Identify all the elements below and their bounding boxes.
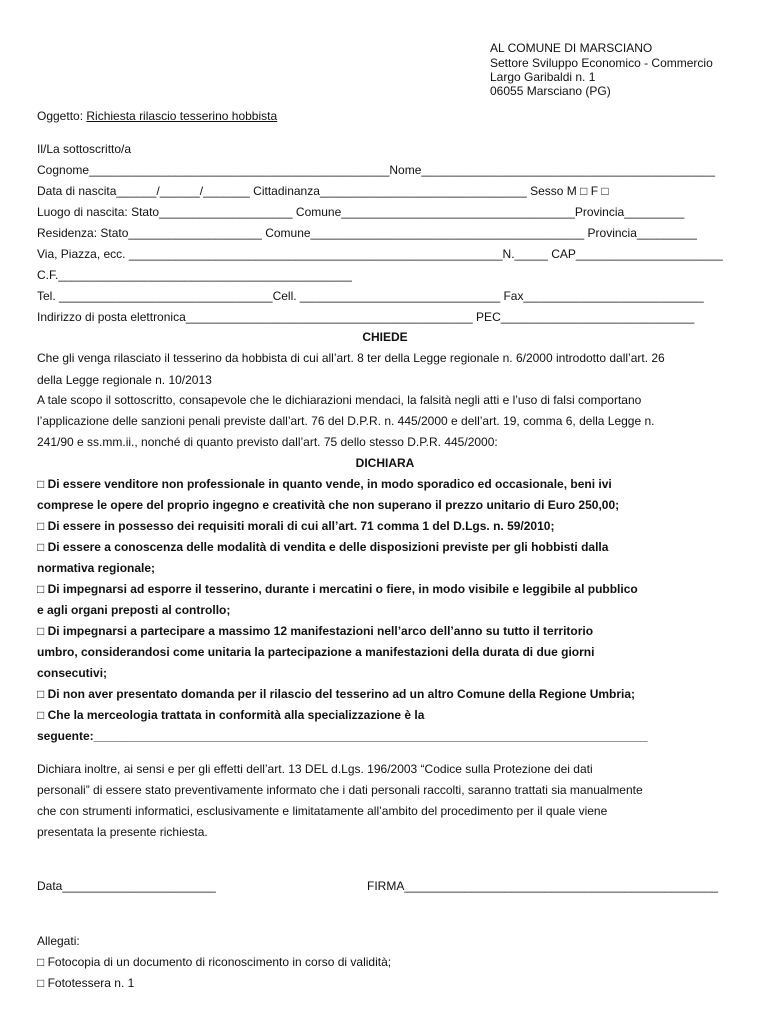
dichiara-checkbox-6[interactable]: □ Di non aver presentato domanda per il rilascio del tesserino ad un altro Comune della Regione Umbria; [37, 687, 636, 701]
recipient-line-3: Largo Garibaldi n. 1 [490, 70, 596, 84]
residenza-field[interactable]: Residenza: Stato____________________ Comune_________________________________________ Provincia_________ [37, 226, 697, 240]
subject-text: Richiesta rilascio tesserino hobbista [86, 109, 278, 123]
tel-field[interactable]: Tel. ________________________________Cell. ______________________________ Fax___________________________ [37, 289, 704, 303]
recipient-line-4: 06055 Marsciano (PG) [490, 84, 611, 98]
privacy-line-4: presentata la presente richiesta. [37, 825, 208, 839]
firma-field[interactable]: FIRMA_______________________________________________ [367, 879, 718, 893]
recipient-line-2: Settore Sviluppo Economico - Commercio [490, 56, 713, 70]
privacy-line-3: che con strumenti informatici, esclusivamente e limitatamente all’ambito del procedimento per il quale viene [37, 804, 608, 818]
luogo-nascita-field[interactable]: Luogo di nascita: Stato____________________ Comune___________________________________Provincia_________ [37, 205, 685, 219]
dichiara-line: e agli organi preposti al controllo; [37, 603, 231, 617]
dichiara-line: consecutivi; [37, 666, 108, 680]
chiede-line-4: l’applicazione delle sanzioni penali previste dall’art. 76 del D.P.R. n. 445/2000 e dell’art. 19, comma 6, della Legge n. [37, 414, 655, 428]
subject-label: Oggetto: [37, 109, 87, 123]
dichiara-checkbox-7[interactable]: □ Che la merceologia trattata in conformità alla specializzazione è la [37, 708, 425, 722]
subject-line [37, 109, 277, 123]
privacy-line-2: personali” di essere stato preventivamente informato che i dati personali raccolti, saranno trattati sia manualmente [37, 783, 643, 797]
data-field[interactable]: Data_______________________ [37, 879, 216, 893]
codice-fiscale-field[interactable]: C.F.____________________________________________ [37, 268, 352, 282]
recipient-line-1: AL COMUNE DI MARSCIANO [490, 41, 653, 55]
chiede-line-2: della Legge regionale n. 10/2013 [37, 373, 212, 387]
dichiara-checkbox-2[interactable]: □ Di essere in possesso dei requisiti morali di cui all’art. 71 comma 1 del D.Lgs. n. 59/2010; [37, 519, 555, 533]
data-nascita-field[interactable]: Data di nascita______/______/_______ Cittadinanza_______________________________ Sesso M □ F □ [37, 184, 609, 198]
dichiara-checkbox-1[interactable]: □ Di essere venditore non professionale in quanto vende, in modo sporadico ed occasionale, beni ivi [37, 477, 612, 491]
dichiara-checkbox-3[interactable]: □ Di essere a conoscenza delle modalità di vendita e delle disposizioni previste per gli hobbisti dalla [37, 540, 609, 554]
chiede-heading: CHIEDE [362, 330, 408, 344]
dichiara-line: normativa regionale; [37, 561, 156, 575]
chiede-line-3: A tale scopo il sottoscritto, consapevole che le dichiarazioni mendaci, la falsità negli atti e l’uso di falsi comportano [37, 393, 642, 407]
dichiara-checkbox-4[interactable]: □ Di impegnarsi ad esporre il tesserino, durante i mercatini o fiere, in modo visibile e leggibile al pubblico [37, 582, 638, 596]
allegato-checkbox-1[interactable]: □ Fotocopia di un documento di riconoscimento in corso di validità; [37, 955, 392, 969]
dichiara-line: umbro, considerandosi come unitaria la partecipazione a manifestazioni della durata di due giorni [37, 645, 595, 659]
dichiara-line: comprese le opere del proprio ingegno e creatività che non superano il prezzo unitario di Euro 250,00; [37, 498, 620, 512]
chiede-line-1: Che gli venga rilasciato il tesserino da hobbista di cui all’art. 8 ter della Legge regionale n. 6/2000 introdotto dall’art. 26 [37, 351, 665, 365]
email-field[interactable]: Indirizzo di posta elettronica___________________________________________ PEC_____________________________ [37, 310, 695, 324]
via-field[interactable]: Via, Piazza, ecc. ________________________________________________________N._____ CAP______________________ [37, 247, 723, 261]
dichiara-heading: DICHIARA [355, 456, 415, 470]
sottoscritto-label: Il/La sottoscritto/a [37, 142, 132, 156]
chiede-line-5: 241/90 e ss.mm.ii., nonché di quanto previsto dall’art. 75 dello stesso D.P.R. 445/2000: [37, 435, 498, 449]
privacy-line-1: Dichiara inoltre, ai sensi e per gli effetti dell’art. 13 DEL d.Lgs. 196/2003 “Codice sulla Protezione dei dati [37, 762, 593, 776]
merceologia-field[interactable]: seguente:___________________________________________________________________________________ [37, 729, 648, 743]
cognome-nome-field[interactable]: Cognome_____________________________________________Nome____________________________________________ [37, 163, 716, 177]
allegati-heading: Allegati: [37, 934, 80, 948]
dichiara-checkbox-5[interactable]: □ Di impegnarsi a partecipare a massimo 12 manifestazioni nell’arco dell’anno su tutto il territorio [37, 624, 594, 638]
allegato-checkbox-2[interactable]: □ Fototessera n. 1 [37, 976, 135, 990]
